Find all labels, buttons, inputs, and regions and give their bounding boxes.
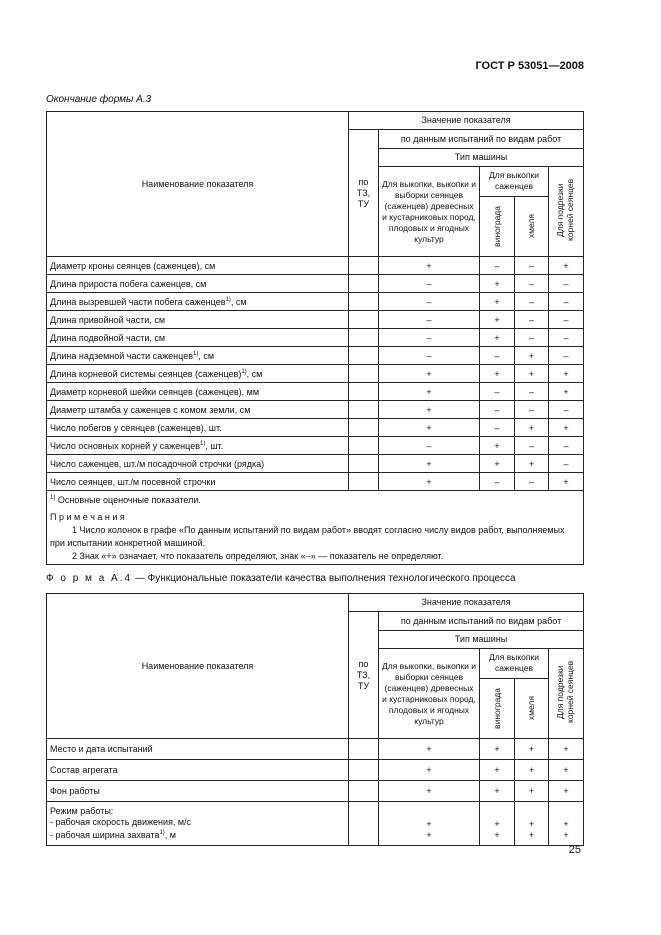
cell-undercut: + <box>549 473 584 491</box>
header-tz: по ТЗ, ТУ <box>349 612 379 739</box>
notes-title: П р и м е ч а н и я <box>50 512 125 522</box>
cell-grape: – <box>480 347 515 365</box>
cell-dig-all: + <box>379 760 480 781</box>
cell-undercut: + <box>549 781 584 802</box>
cell-hop: – <box>515 473 549 491</box>
row-name: Длина вызревшей части побега саженцев$^{1)}$, см <box>47 293 349 311</box>
table-form-a4 <box>46 593 584 846</box>
caption-form-a3: Окончание формы А.3 <box>46 94 152 105</box>
header-grape: винограда <box>491 206 502 247</box>
cell-dig-all: + <box>379 401 480 419</box>
cell-undercut: + <box>549 383 584 401</box>
row-name: Длина надземной части саженцев$^{1)}$, см <box>47 347 349 365</box>
cell-tz <box>349 419 379 437</box>
note-2: 2 Знак «+» означает, что показатель определяют, знак «–» — показатель не определяют. <box>72 551 444 561</box>
cell-grape: + <box>480 437 515 455</box>
cell-tz <box>349 365 379 383</box>
cell-dig-all: + <box>379 419 480 437</box>
header-tests: по данным испытаний по видам работ <box>379 130 584 149</box>
cell-grape: + <box>480 760 515 781</box>
cell-hop: – <box>515 311 549 329</box>
cell-grape: – <box>480 401 515 419</box>
table-row <box>47 257 584 275</box>
cell-hop: – <box>515 329 549 347</box>
note-1: 1 Число колонок в графе «По данным испытаний по видам работ» вводят согласно числу видов работ, выполняемых при испытании конкретной машиной. <box>50 525 565 548</box>
table-form-a3 <box>46 111 584 565</box>
cell-tz <box>349 275 379 293</box>
cell-grape: + <box>480 781 515 802</box>
row-name: Число саженцев, шт./м посадочной строчки (рядка) <box>47 455 349 473</box>
notes-block <box>47 491 584 565</box>
cell-grape: + <box>480 455 515 473</box>
cell-undercut: + <box>549 739 584 760</box>
header-undercut: Для подрезки корней сеянцев <box>555 178 576 242</box>
cell-grape: – <box>480 383 515 401</box>
cell-hop: – <box>515 257 549 275</box>
header-dig-all: Для выкопки, выкопки и выборки сеянцев (саженцев) древесных и кустарниковых пород, плодовых и ягодных культур <box>379 167 480 257</box>
table-row <box>47 739 584 760</box>
cell-tz <box>349 437 379 455</box>
cell-mode-tz <box>349 802 379 846</box>
cell-tz <box>349 760 379 781</box>
cell-hop: + <box>515 760 549 781</box>
row-name: Длина подвойной части, см <box>47 329 349 347</box>
cell-grape: + <box>480 365 515 383</box>
cell-dig-all: – <box>379 293 480 311</box>
cell-tz <box>349 311 379 329</box>
header-hop: хмеля <box>526 214 537 239</box>
cell-dig-all: – <box>379 437 480 455</box>
cell-grape: + <box>480 275 515 293</box>
cell-undercut: + <box>549 419 584 437</box>
cell-dig-all: – <box>379 329 480 347</box>
cell-tz <box>349 739 379 760</box>
header-value: Значение показателя <box>349 112 584 130</box>
footnote-text: Основные оценочные показатели. <box>55 495 201 505</box>
cell-dig-all: – <box>379 347 480 365</box>
table-row <box>47 383 584 401</box>
row-name: Диаметр кроны сеянцев (саженцев), см <box>47 257 349 275</box>
header-name: Наименование показателя <box>47 594 349 739</box>
cell-tz <box>349 347 379 365</box>
cell-undercut: – <box>549 437 584 455</box>
cell-undercut: + <box>549 365 584 383</box>
cell-tz <box>349 257 379 275</box>
cell-grape: – <box>480 473 515 491</box>
cell-dig-all: + <box>379 365 480 383</box>
cell-tz <box>349 781 379 802</box>
header-dig-saplings: Для выкопки саженцев <box>480 649 548 679</box>
cell-grape: + <box>480 329 515 347</box>
cell-mode-grape: + + <box>480 802 515 846</box>
cell-dig-all: – <box>379 311 480 329</box>
row-name: Место и дата испытаний <box>47 739 349 760</box>
row-name: Длина прироста побега саженцев, см <box>47 275 349 293</box>
cell-hop: – <box>515 293 549 311</box>
cell-undercut: – <box>549 311 584 329</box>
cell-undercut: – <box>549 455 584 473</box>
cell-hop: + <box>515 739 549 760</box>
table-row <box>47 401 584 419</box>
cell-dig-all: – <box>379 275 480 293</box>
table-row <box>47 473 584 491</box>
cell-hop: – <box>515 401 549 419</box>
cell-tz <box>349 293 379 311</box>
cell-dig-all: + <box>379 257 480 275</box>
row-name: Число побегов у сеянцев (саженцев), шт. <box>47 419 349 437</box>
cell-tz <box>349 455 379 473</box>
header-hop: хмеля <box>526 696 537 721</box>
table-row <box>47 311 584 329</box>
row-name: Диаметр корневой шейки сеянцев (саженцев), мм <box>47 383 349 401</box>
header-dig-all: Для выкопки, выкопки и выборки сеянцев (саженцев) древесных и кустарниковых пород, плодовых и ягодных культур <box>379 649 480 739</box>
cell-dig-all: + <box>379 383 480 401</box>
header-tz: по ТЗ, ТУ <box>349 130 379 257</box>
table-row <box>47 329 584 347</box>
header-machine: Тип машины <box>379 149 584 167</box>
cell-tz <box>349 401 379 419</box>
cell-hop: + <box>515 781 549 802</box>
caption-form-a4: Ф о р м а А.4 — Функциональные показатели качества выполнения технологического процесса <box>46 573 516 584</box>
table-row <box>47 760 584 781</box>
cell-hop: – <box>515 275 549 293</box>
cell-hop: – <box>515 383 549 401</box>
cell-hop: + <box>515 455 549 473</box>
header-value: Значение показателя <box>349 594 584 612</box>
cell-mode-hop: + + <box>515 802 549 846</box>
cell-undercut: + <box>549 257 584 275</box>
cell-undercut: – <box>549 275 584 293</box>
cell-hop: + <box>515 365 549 383</box>
row-name: Состав агрегата <box>47 760 349 781</box>
header-machine: Тип машины <box>379 631 584 649</box>
cell-dig-all: + <box>379 739 480 760</box>
table-row <box>47 365 584 383</box>
cell-undercut: – <box>549 401 584 419</box>
cell-grape: + <box>480 739 515 760</box>
cell-mode-undercut: + + <box>549 802 584 846</box>
row-mode-name: Режим работы: - рабочая скорость движения, м/с - рабочая ширина захвата$^{1)}$, м <box>47 802 349 846</box>
row-name: Фон работы <box>47 781 349 802</box>
header-tests: по данным испытаний по видам работ <box>379 612 584 631</box>
cell-grape: + <box>480 293 515 311</box>
cell-undercut: – <box>549 329 584 347</box>
cell-dig-all: + <box>379 455 480 473</box>
row-name: Число основных корней у саженцев$^{1)}$, шт. <box>47 437 349 455</box>
table-row <box>47 437 584 455</box>
cell-hop: + <box>515 347 549 365</box>
cell-undercut: – <box>549 347 584 365</box>
cell-grape: – <box>480 257 515 275</box>
cell-hop: – <box>515 437 549 455</box>
table-row <box>47 275 584 293</box>
table-row <box>47 419 584 437</box>
cell-dig-all: + <box>379 473 480 491</box>
header-undercut: Для подрезки корней сеянцев <box>555 660 576 724</box>
footnote-mark: 1) <box>50 495 56 501</box>
header-name: Наименование показателя <box>47 112 349 257</box>
table-row <box>47 455 584 473</box>
cell-grape: – <box>480 419 515 437</box>
cell-tz <box>349 383 379 401</box>
table-row <box>47 781 584 802</box>
row-name: Число сеянцев, шт./м посевной строчки <box>47 473 349 491</box>
page-number: 25 <box>568 844 581 856</box>
cell-tz <box>349 473 379 491</box>
row-name: Длина корневой системы сеянцев (саженцев)$^{1)}$, см <box>47 365 349 383</box>
table-row <box>47 293 584 311</box>
cell-mode-dig-all: + + <box>379 802 480 846</box>
cell-undercut: – <box>549 293 584 311</box>
cell-hop: + <box>515 419 549 437</box>
header-dig-saplings: Для выкопки саженцев <box>480 167 548 197</box>
row-name: Диаметр штамба у саженцев с комом земли, см <box>47 401 349 419</box>
header-grape: винограда <box>491 688 502 729</box>
cell-grape: + <box>480 311 515 329</box>
document-id: ГОСТ Р 53051—2008 <box>475 60 584 72</box>
row-name: Длина привойной части, см <box>47 311 349 329</box>
cell-undercut: + <box>549 760 584 781</box>
cell-dig-all: + <box>379 781 480 802</box>
table-row <box>47 347 584 365</box>
cell-tz <box>349 329 379 347</box>
